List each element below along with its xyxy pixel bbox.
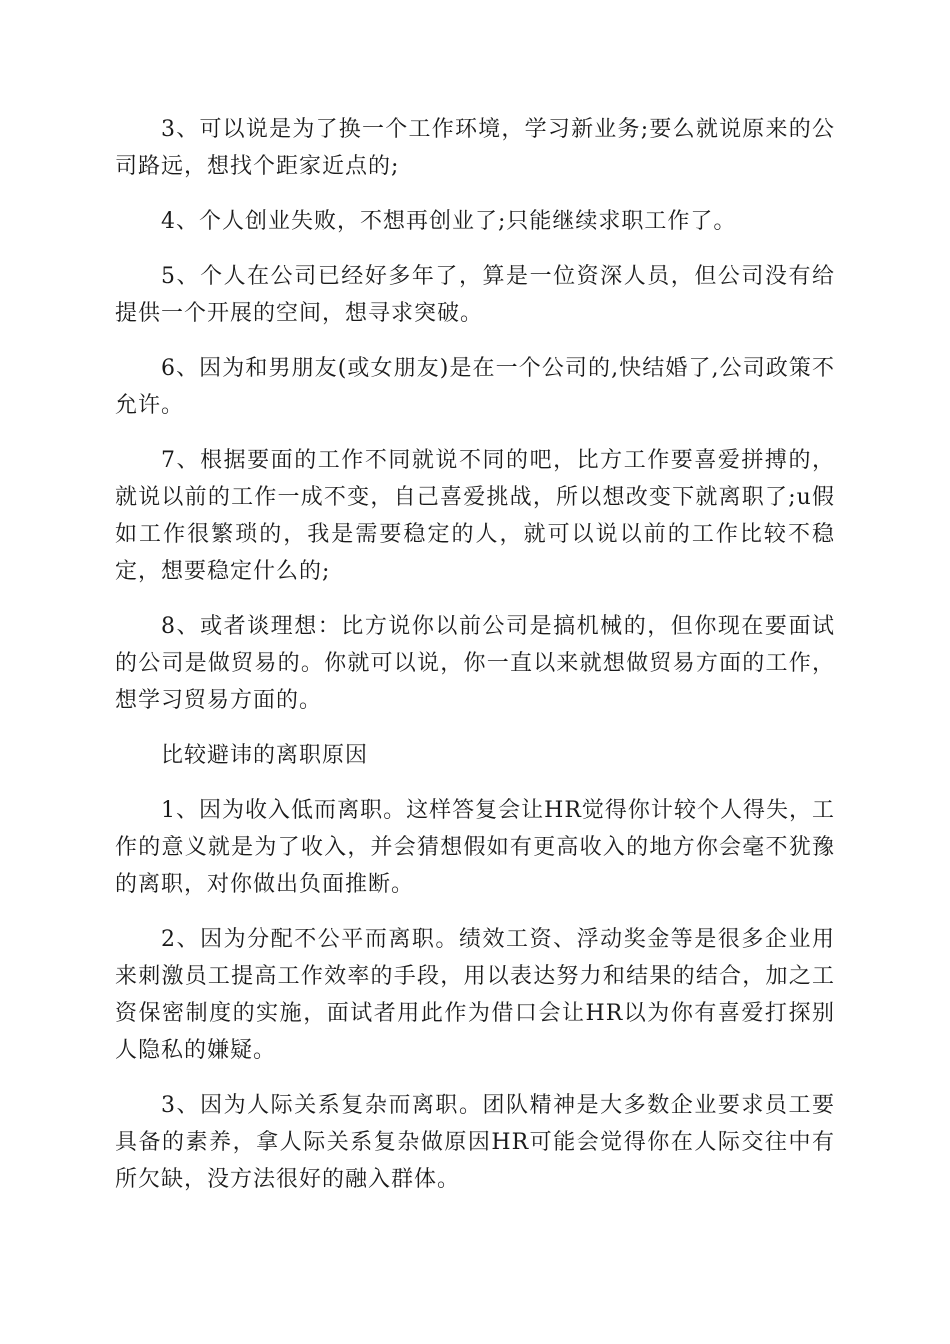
paragraph-reason-7: 7、根据要面的工作不同就说不同的吧，比方工作要喜爱拼搏的，就说以前的工作一成不变，自己喜爱挑战，所以想改变下就离职了;u假如工作很繁琐的，我是需要稳定的人，就可以说以前的工作比较不稳定，想要稳定什么的;: [115, 448, 835, 584]
paragraph-reason-4: 4、个人创业失败，不想再创业了;只能继续求职工作了。: [161, 209, 737, 234]
paragraph-avoid-2: 2、因为分配不公平而离职。绩效工资、浮动奖金等是很多企业用来刺激员工提高工作效率的手段，用以表达努力和结果的结合，加之工资保密制度的实施，面试者用此作为借口会让HR以为你有喜爱打探别人隐私的嫌疑。: [115, 927, 835, 1063]
paragraph-reason-5: 5、个人在公司已经好多年了，算是一位资深人员，但公司没有给提供一个开展的空间，想寻求突破。: [115, 264, 835, 326]
paragraph-avoid-3: 3、因为人际关系复杂而离职。团队精神是大多数企业要求员工要具备的素养，拿人际关系复杂做原因HR可能会觉得你在人际交往中有所欠缺，没方法很好的融入群体。: [115, 1093, 835, 1192]
paragraph-reason-6: 6、因为和男朋友(或女朋友)是在一个公司的,快结婚了,公司政策不允许。: [115, 356, 835, 418]
document-page: [115, 111, 835, 1216]
paragraph-reason-3: 3、可以说是为了换一个工作环境，学习新业务;要么就说原来的公司路远，想找个距家近点的;: [115, 117, 835, 179]
paragraph-reason-8: 8、或者谈理想：比方说你以前公司是搞机械的，但你现在要面试的公司是做贸易的。你就可以说，你一直以来就想做贸易方面的工作，想学习贸易方面的。: [115, 614, 835, 713]
section-heading: 比较避讳的离职原因: [161, 743, 369, 768]
paragraph-avoid-1: 1、因为收入低而离职。这样答复会让HR觉得你计较个人得失，工作的意义就是为了收入，并会猜想假如有更高收入的地方你会毫不犹豫的离职，对你做出负面推断。: [115, 798, 835, 897]
